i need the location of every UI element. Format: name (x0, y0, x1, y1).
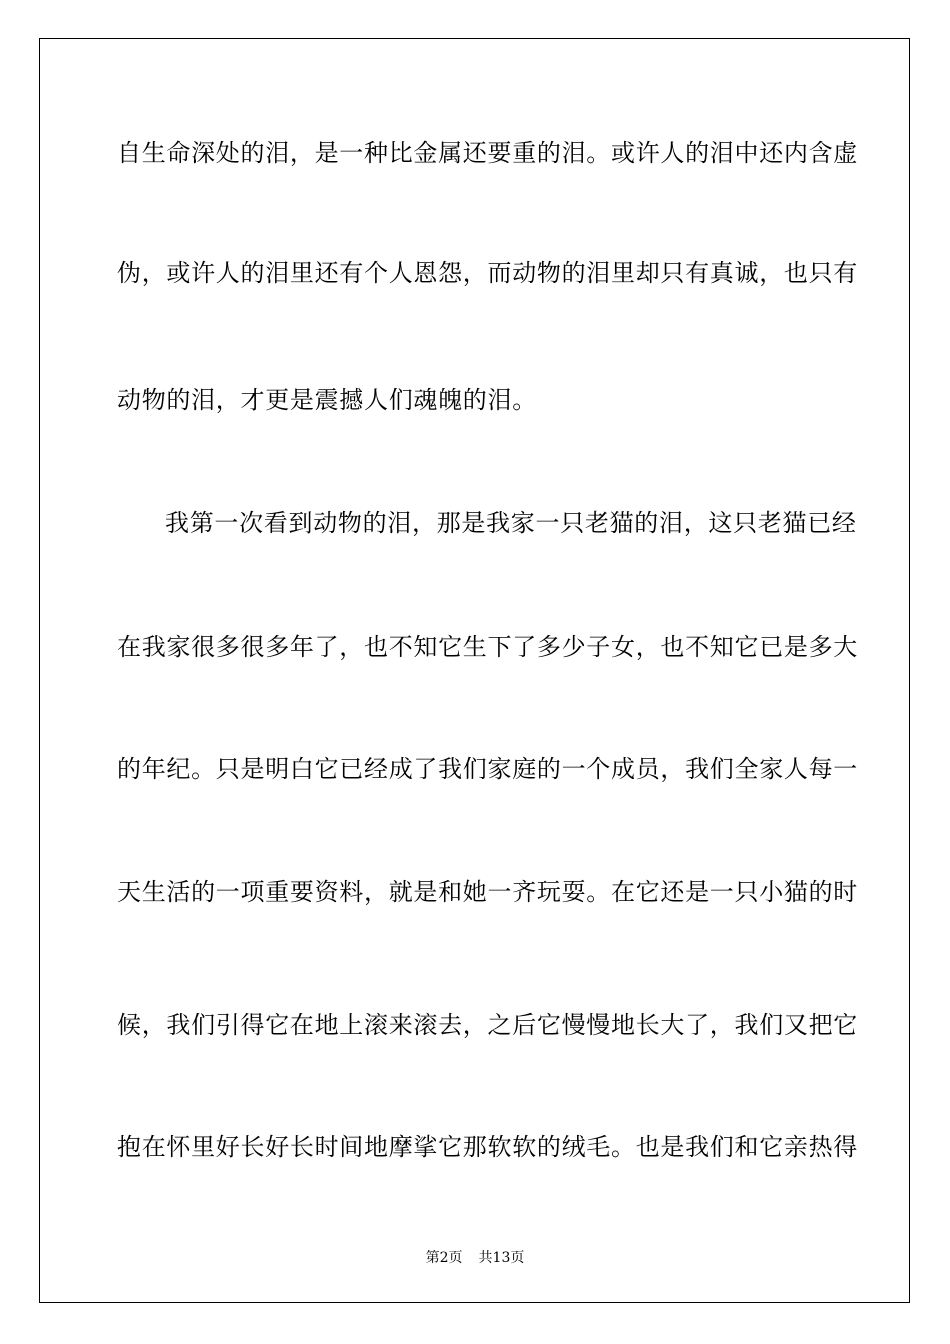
text-line-8: 候，我们引得它在地上滚来滚去，之后它慢慢地长大了，我们又把它 (117, 1011, 858, 1039)
text-line-6: 的年纪。只是明白它已经成了我们家庭的一个成员，我们全家人每一 (117, 755, 858, 783)
text-line-9: 抱在怀里好长好长时间地摩挲它那软软的绒毛。也是我们和它亲热得 (117, 1133, 858, 1161)
current-page-number: 第2页 (425, 1250, 463, 1266)
page-border (39, 38, 910, 1303)
text-line-7: 天生活的一项重要资料，就是和她一齐玩耍。在它还是一只小猫的时 (117, 878, 858, 906)
total-page-count: 共13页 (478, 1250, 525, 1266)
page-footer (0, 1249, 950, 1267)
text-line-3: 动物的泪，才更是震撼人们魂魄的泪。 (117, 386, 537, 414)
text-line-5: 在我家很多很多年了，也不知它生下了多少子女，也不知它已是多大 (117, 633, 858, 661)
text-line-1: 自生命深处的泪，是一种比金属还要重的泪。或许人的泪中还内含虚 (117, 139, 858, 167)
text-line-2: 伪，或许人的泪里还有个人恩怨，而动物的泪里却只有真诚，也只有 (117, 259, 858, 287)
text-line-4-paragraph-start: 我第一次看到动物的泪，那是我家一只老猫的泪，这只老猫已经 (165, 509, 857, 537)
